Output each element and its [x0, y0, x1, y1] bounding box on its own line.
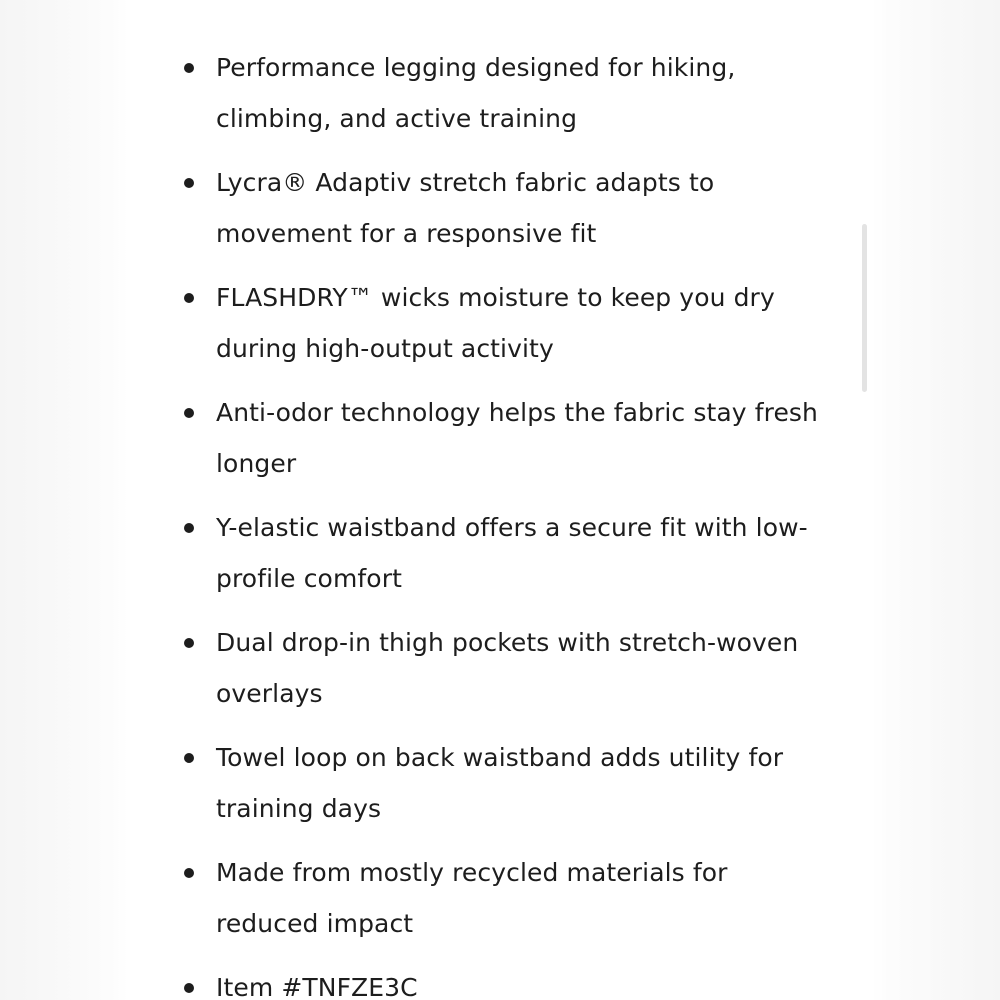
- vertical-scrollbar[interactable]: [858, 0, 872, 1000]
- feature-list-item: [128, 387, 872, 489]
- item-number-text: Item #TNFZE3C: [216, 973, 418, 1000]
- feature-list-item: [128, 847, 872, 949]
- bullet-icon: [184, 983, 194, 993]
- feature-list-item: [128, 157, 872, 259]
- feature-list-item: [128, 617, 872, 719]
- feature-text: Towel loop on back waistband adds utility for training days: [216, 743, 784, 823]
- feature-text: Performance legging designed for hiking, climbing, and active training: [216, 53, 736, 133]
- bullet-icon: [184, 753, 194, 763]
- feature-text: Made from mostly recycled materials for reduced impact: [216, 858, 728, 938]
- product-features-panel: [128, 0, 872, 1000]
- bullet-icon: [184, 293, 194, 303]
- bullet-icon: [184, 868, 194, 878]
- bullet-icon: [184, 638, 194, 648]
- scrollbar-thumb[interactable]: [862, 224, 867, 392]
- feature-text: Anti-odor technology helps the fabric stay fresh longer: [216, 398, 818, 478]
- bullet-icon: [184, 178, 194, 188]
- feature-list-item: [128, 732, 872, 834]
- feature-list-item: [128, 42, 872, 144]
- bullet-icon: [184, 63, 194, 73]
- feature-list-item: [128, 272, 872, 374]
- feature-text: Dual drop-in thigh pockets with stretch-woven overlays: [216, 628, 799, 708]
- feature-text: Y-elastic waistband offers a secure fit with low-profile comfort: [216, 513, 808, 593]
- bullet-icon: [184, 408, 194, 418]
- feature-text: Lycra® Adaptiv stretch fabric adapts to movement for a responsive fit: [216, 168, 715, 248]
- bullet-icon: [184, 523, 194, 533]
- feature-list-item: [128, 502, 872, 604]
- feature-text: FLASHDRY™ wicks moisture to keep you dry during high-output activity: [216, 283, 775, 363]
- feature-list-item: [128, 962, 872, 1000]
- feature-list: [128, 42, 872, 1000]
